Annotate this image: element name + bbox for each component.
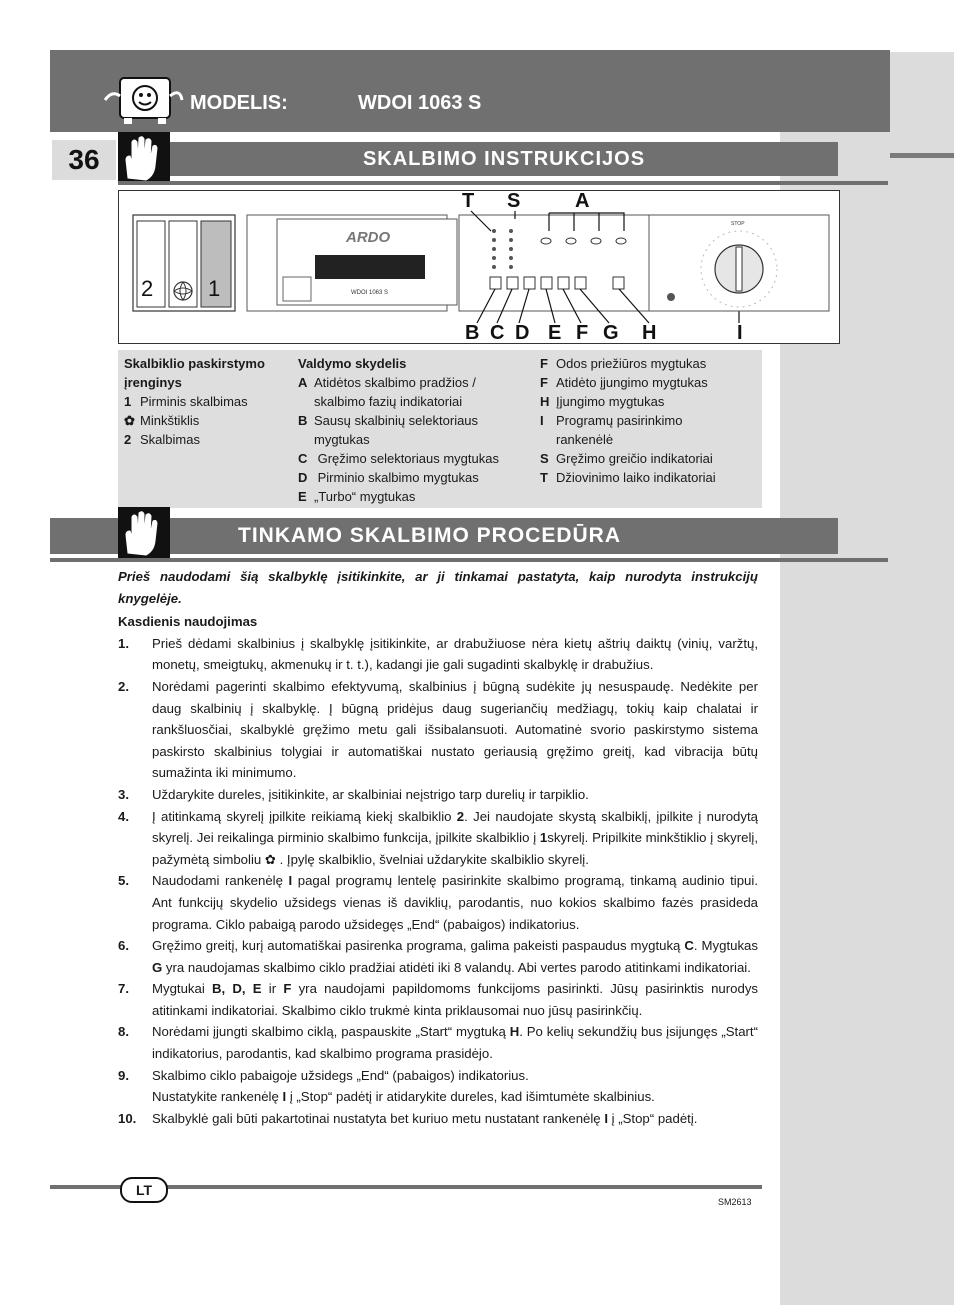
header-title: MODELIS: <box>190 92 288 114</box>
step-text: C <box>684 938 694 954</box>
control-panel-diagram <box>118 190 840 344</box>
legend-item: skalbimo fazių indikatoriai <box>314 394 463 409</box>
step-number: 9. <box>118 1067 129 1083</box>
legend-item: ✿ Minkštiklis <box>124 413 200 428</box>
step-text: 1 <box>539 830 548 846</box>
legend-col-control-panel <box>298 354 534 506</box>
step-number: 6. <box>118 938 129 954</box>
step-text: Į atitinkamą skyrelį įpilkite reikiamą kiekį skalbiklio <box>152 808 457 824</box>
legend-control-title: Valdymo skydelis <box>298 356 407 371</box>
step-text: Gręžimo greitį, kurį automatiškai pasirenka programa, galima pakeisti paspaudus mygtuką <box>152 938 685 954</box>
legend-item: rankenėlė <box>556 432 614 447</box>
step-text: Skalbyklė gali būti pakartotinai nustatyta bet kuriuo metu nustatant rankenėlę <box>152 1110 605 1126</box>
step-text: . Jei naudojate skystą skalbiklį, įpilkite į nurodytą skyrelį. Jei reikalinga pirminio skalbimo funkcija, įpilkite skalbiklio į <box>152 808 758 846</box>
step-text: Prieš dėdami skalbinius į skalbyklę įsitikinkite, ar drabužiuose nėra kietų aštrių daiktų (vinių, varžtų, monetų, smeigtukų, akmenukų ir t. t.), kadangi jie gali sugadinti skalbyklę ir drabužius. <box>152 635 758 673</box>
legend-item: A Atidėtos skalbimo pradžios / <box>298 375 476 390</box>
procedure-step <box>118 676 758 784</box>
legend-item: H Įjungimo mygtukas <box>540 394 665 409</box>
legend-item: F Odos priežiūros mygtukas <box>540 356 707 371</box>
step-text: pagal programų lentelę pasirinkite skalbimo programą, tinkamą audinio tipui. Ant funkcijų skydelio užsidegs vienas iš daviklių, parodantis, nuo kokios skalbimo fazės prasideda programa. Ciklo pabaigą parodo užsidegęs „End“ (pabaigos) indikatorius. <box>152 873 758 932</box>
step-text: I <box>604 1110 608 1126</box>
step-text: H <box>509 1024 520 1040</box>
subheading-daily-use: Kasdienis naudojimas <box>118 614 258 630</box>
step-text: yra naudojamas skalbimo ciklo pradžiai atidėti iki 8 valandų. Abi vertes parodo atitinkami indikatoriai. <box>162 959 751 975</box>
step-text: į „Stop“ padėtį ir atidarykite dureles, kad išimtumėte skalbinius. <box>286 1089 655 1105</box>
step-text: ir <box>261 981 284 997</box>
step-number: 1. <box>118 635 129 651</box>
legend-item: E „Turbo“ mygtukas <box>298 489 416 504</box>
step-text: Norėdami įjungti skalbimo ciklą, paspauskite „Start“ mygtuką <box>152 1024 510 1040</box>
step-number: 8. <box>118 1024 129 1040</box>
step-text: Norėdami pagerinti skalbimo efektyvumą, skalbinius į būgną sudėkite jų nesuspaudę. Nedėkite per daug skalbinių į skalbyklę. Į būgną pridėjus daug sugeriančių medžiagų, tokių kaip chalatai ir rankšluosčiai, skalbyklė gręžimo metu gali išsibalansuoti. Automatinė svorio paskirstymo sistema paskirsto skalbinius tolygiai ir automatiškai nustato geriausią gręžimo greitį, kad vibracija būtų sumažinta iki minimumo. <box>152 678 758 781</box>
legend-item: 1 Pirminis skalbimas <box>124 394 248 409</box>
step-text: . Po kelių sekundžių bus įsijungęs „Start“ indikatorius, parodantis, kad skalbimo programa prasidėjo. <box>152 1024 758 1062</box>
legend-item: 2 Skalbimas <box>124 432 200 447</box>
procedure-step <box>118 870 758 935</box>
step-number: 2. <box>118 678 129 694</box>
softener-icon: ✿ <box>124 413 135 428</box>
washing-machine-mascot-icon <box>100 70 185 125</box>
step-text: Uždarykite dureles, įsitikinkite, ar skalbiniai neįstrigo tarp durelių ir tarpiklio. <box>152 786 589 802</box>
step-text: skyrelį. Pripilkite minkštiklio į skyrelį, pažymėtą simboliu ✿ . Įpylę skalbiklio, švelniai uždarykite skalbiklio skyrelį. <box>152 830 758 867</box>
panel-label-h: H <box>642 322 657 344</box>
procedure-step <box>118 633 758 676</box>
step-text: I <box>288 873 293 889</box>
header-model: WDOI 1063 S <box>358 92 482 114</box>
panel-legend <box>118 350 762 508</box>
procedure-step <box>118 784 758 806</box>
panel-label-s: S <box>507 190 521 212</box>
panel-label-d: D <box>515 322 530 344</box>
panel-label-f: F <box>576 322 589 344</box>
step-text: F <box>283 981 292 997</box>
step-text: Skalbimo ciklo pabaigoje užsidegs „End“ (pabaigos) indikatorius. <box>152 1067 529 1083</box>
dial-stop-label: STOP <box>731 221 745 227</box>
panel-label-a: A <box>575 190 590 212</box>
panel-label-g: G <box>603 322 619 344</box>
page-number: 36 <box>52 140 116 180</box>
panel-label-t: T <box>462 190 475 212</box>
panel-label-e: E <box>548 322 562 344</box>
procedure-step <box>118 1065 758 1087</box>
legend-item: F Atidėto įjungimo mygtukas <box>540 375 708 390</box>
step-text: yra naudojami papildomoms funkcijoms pasirinkti. Jūsų pasirinktis nurodys atitinkami indikatoriai. Skalbimo ciklo trukmė kinta priklausomai nuo jūsų pasirinkčių. <box>152 981 759 1018</box>
legend-dispenser-title: Skalbiklio paskirstymo įrenginys <box>124 356 265 390</box>
procedure-step <box>118 1021 758 1064</box>
drawer-label-1: 1 <box>208 276 221 301</box>
section-title-procedure: TINKAMO SKALBIMO PROCEDŪRA <box>170 518 838 554</box>
legend-col-controls <box>540 354 760 487</box>
step-text: Mygtukai <box>152 981 212 997</box>
step-text: G <box>152 959 163 975</box>
step-number: 10. <box>118 1110 137 1126</box>
document-code: SM2613 <box>718 1197 752 1207</box>
language-badge: LT <box>120 1177 168 1203</box>
section-band-left <box>50 518 118 554</box>
panel-label-b: B <box>465 322 480 344</box>
legend-item: B Sausų skalbinių selektoriaus <box>298 413 479 428</box>
procedure-step <box>118 1086 758 1108</box>
step-text: 2 <box>456 808 465 824</box>
legend-item: I Programų pasirinkimo <box>540 413 683 428</box>
section-title-instructions: SKALBIMO INSTRUKCIJOS <box>170 142 838 176</box>
legend-item: mygtukas <box>314 432 370 447</box>
procedure-text <box>118 566 758 1129</box>
procedure-step <box>118 935 758 978</box>
section-divider <box>50 558 888 562</box>
section-divider <box>118 181 888 185</box>
step-text: Naudodami rankenėlę <box>152 873 289 889</box>
step-text: I <box>282 1089 287 1105</box>
steps-list <box>118 633 758 1130</box>
hand-icon <box>118 132 170 184</box>
step-number: 4. <box>118 808 129 824</box>
panel-label-i: I <box>737 322 743 344</box>
legend-item: T Džiovinimo laiko indikatoriai <box>540 470 716 485</box>
procedure-step <box>118 1108 758 1130</box>
right-margin-line <box>890 153 954 158</box>
legend-item: C Gręžimo selektoriaus mygtukas <box>298 451 499 466</box>
step-number: 3. <box>118 786 129 802</box>
drawer-label-2: 2 <box>141 276 154 301</box>
panel-model-small: WDOI 1063 S <box>351 290 389 296</box>
brand-logo: ARDO <box>346 229 391 246</box>
intro-paragraph: Prieš naudodami šią skalbyklę įsitikinkite, ar ji tinkamai pastatyta, kaip nurodyta instrukcijų knygelėje. <box>118 569 758 606</box>
legend-item: S Gręžimo greičio indikatoriai <box>540 451 713 466</box>
step-number: 7. <box>118 981 129 997</box>
step-text: Nustatykite rankenėlę <box>152 1089 283 1105</box>
step-text: į „Stop“ padėtį. <box>607 1110 698 1126</box>
legend-item: D Pirminio skalbimo mygtukas <box>298 470 479 485</box>
step-number: 5. <box>118 873 129 889</box>
hand-icon <box>118 507 170 559</box>
procedure-step <box>118 806 758 871</box>
legend-col-dispenser <box>124 354 284 449</box>
procedure-step <box>118 978 758 1021</box>
step-text: . Mygtukas <box>693 938 758 954</box>
step-text: B, D, E <box>211 981 262 997</box>
panel-label-c: C <box>490 322 505 344</box>
